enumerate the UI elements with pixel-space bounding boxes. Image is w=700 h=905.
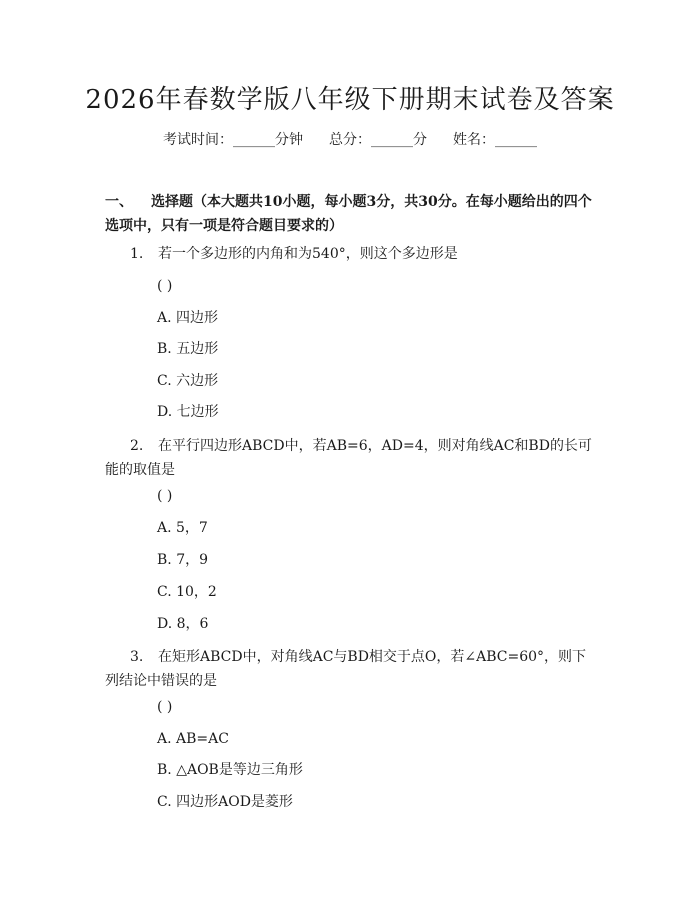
question-number: 1.	[130, 246, 144, 262]
option-a: A. 四边形	[157, 310, 219, 326]
exam-time: 考试时间：______分钟	[163, 132, 303, 148]
section-text: 选择题（本大题共10小题，每小题3分，共30分。在每小题给出的四个选项中，只有一项是符合题目要求的）	[105, 194, 592, 234]
total-score: 总分：______分	[329, 132, 427, 148]
option-d: D. 七边形	[157, 404, 219, 420]
option-b: B. 7，9	[157, 552, 209, 568]
answer-bracket: ( )	[157, 278, 173, 294]
option-b: B. △AOB是等边三角形	[157, 762, 303, 778]
question-text: 在矩形ABCD中，对角线AC与BD相交于点O，若∠ABC=60°，则下列结论中错误的是	[105, 649, 587, 689]
question-1	[105, 242, 600, 266]
option-d: D. 8，6	[157, 616, 209, 632]
section-title	[105, 190, 600, 238]
student-name: 姓名：______	[453, 132, 537, 148]
option-c: C. 六边形	[157, 373, 219, 389]
option-a: A. AB=AC	[157, 731, 229, 747]
page-title: 2026年春数学版八年级下册期末试卷及答案	[85, 85, 615, 115]
section-number: 一、	[105, 194, 133, 210]
option-b: B. 五边形	[157, 341, 219, 357]
option-c: C. 10，2	[157, 584, 217, 600]
answer-bracket: ( )	[157, 488, 173, 504]
question-number: 2.	[130, 438, 144, 454]
exam-meta	[0, 130, 700, 150]
question-number: 3.	[130, 649, 144, 665]
question-text: 在平行四边形ABCD中，若AB=6，AD=4，则对角线AC和BD的长可能的取值是	[105, 438, 592, 478]
option-c: C. 四边形AOD是菱形	[157, 794, 293, 810]
question-2	[105, 434, 600, 482]
option-a: A. 5，7	[157, 520, 208, 536]
answer-bracket: ( )	[157, 699, 173, 715]
question-3	[105, 645, 600, 693]
question-text: 若一个多边形的内角和为540°，则这个多边形是	[158, 246, 458, 262]
